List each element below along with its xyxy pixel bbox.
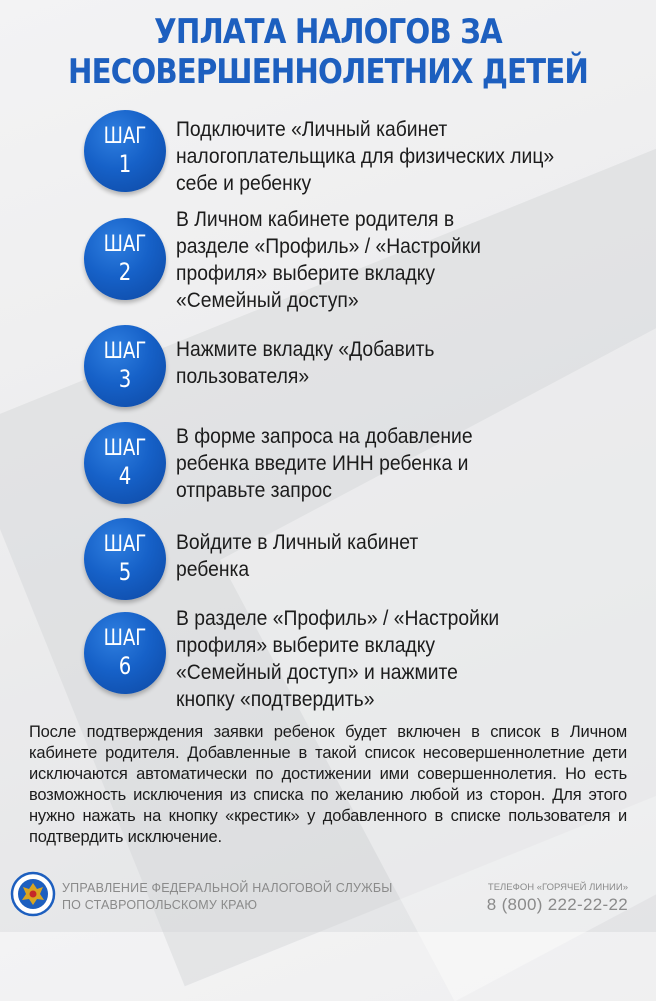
page-title <box>46 12 610 92</box>
step-word: ШАГ <box>103 339 147 364</box>
step-text <box>176 116 562 197</box>
step-number: 1 <box>118 150 132 178</box>
organization-name <box>62 880 393 914</box>
info-paragraph: После подтверждения заявки ребенок будет включен в список в Личном кабинете родителя. Добавленные в такой список несовершеннолетние дети исключаются автоматически по достижении ими совершеннолетия. Но есть возможность исключения из списка по желанию любой из сторон. Для этого нужно нажать на кнопку «крестик» у добавленного в списке пользователя и подтвердить исключение. <box>29 723 627 846</box>
step-text <box>176 605 562 713</box>
step-badge <box>84 325 166 407</box>
org-line-2: ПО СТАВРОПОЛЬСКОМУ КРАЮ <box>62 898 258 912</box>
step-text-line: Войдите в Личный кабинет <box>176 531 419 554</box>
step-text-line: В разделе «Профиль» / «Настройки <box>176 607 500 630</box>
step-number: 3 <box>118 365 132 393</box>
step-text-line: В форме запроса на добавление <box>176 425 473 448</box>
step-word: ШАГ <box>103 626 147 651</box>
title-line-2: НЕСОВЕРШЕННОЛЕТНИХ ДЕТЕЙ <box>67 52 588 92</box>
step-word: ШАГ <box>103 232 147 257</box>
step-number: 2 <box>118 258 132 286</box>
step-text-line: себе и ребенку <box>176 172 312 195</box>
step-badge <box>84 518 166 600</box>
step-text-line: разделе «Профиль» / «Настройки <box>176 235 481 258</box>
hotline-label: ТЕЛЕФОН «ГОРЯЧЕЙ ЛИНИИ» <box>487 882 628 893</box>
hotline-phone: 8 (800) 222-22-22 <box>486 895 628 914</box>
title-line-1: УПЛАТА НАЛОГОВ ЗА <box>154 12 502 52</box>
step-text-line: профиля» выберите вкладку <box>176 262 436 285</box>
step-text-line: Подключите «Личный кабинет <box>176 118 448 141</box>
step-text-line: налогоплательщика для физических лиц» <box>176 145 555 168</box>
step-badge <box>84 422 166 504</box>
step-badge <box>84 612 166 694</box>
step-text-line: профиля» выберите вкладку <box>176 634 436 657</box>
step-word: ШАГ <box>103 436 147 461</box>
step-badge <box>84 110 166 192</box>
step-text-line: ребенка <box>176 558 250 581</box>
step-word: ШАГ <box>103 124 147 149</box>
step-word: ШАГ <box>103 532 147 557</box>
fns-emblem-icon <box>10 868 56 920</box>
step-number: 6 <box>118 652 132 680</box>
step-number: 5 <box>118 558 132 586</box>
step-text-line: Нажмите вкладку «Добавить <box>176 338 435 361</box>
step-text <box>176 423 562 504</box>
step-text <box>176 529 562 583</box>
step-text-line: пользователя» <box>176 365 310 388</box>
step-number: 4 <box>118 462 132 490</box>
step-text-line: отправьте запрос <box>176 479 332 502</box>
step-badge <box>84 218 166 300</box>
step-text-line: ребенка введите ИНН ребенка и <box>176 452 469 475</box>
step-text-line: «Семейный доступ» <box>176 289 359 312</box>
step-text-line: кнопку «подтвердить» <box>176 688 375 711</box>
step-text <box>176 206 562 314</box>
step-text-line: «Семейный доступ» и нажмите <box>176 661 458 684</box>
step-text <box>176 336 562 390</box>
org-line-1: УПРАВЛЕНИЕ ФЕДЕРАЛЬНОЙ НАЛОГОВОЙ СЛУЖБЫ <box>62 881 393 895</box>
step-text-line: В Личном кабинете родителя в <box>176 208 455 231</box>
